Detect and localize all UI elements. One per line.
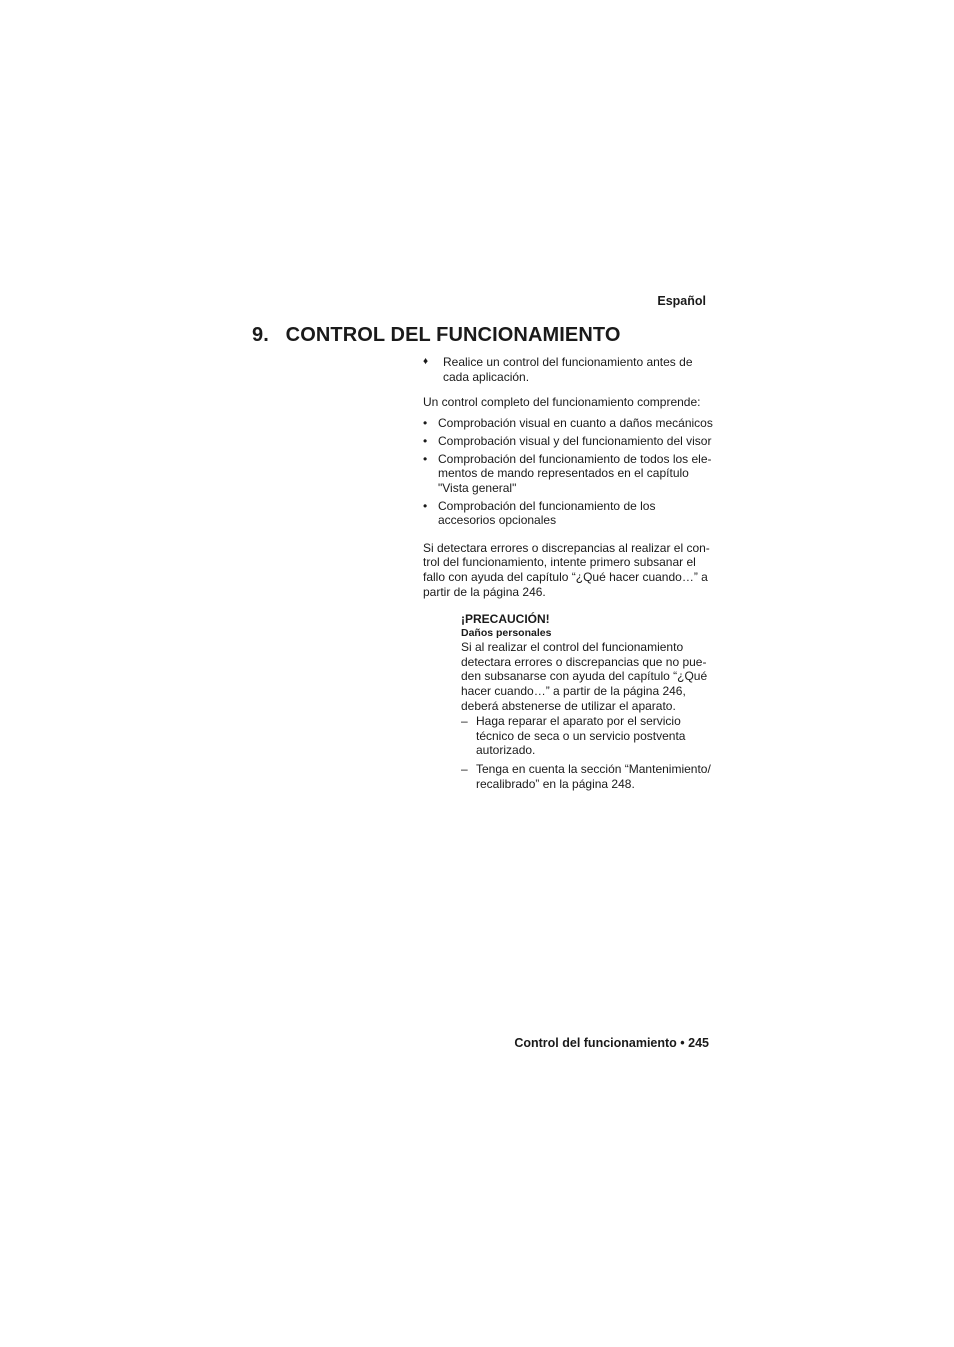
list-item (423, 499, 715, 528)
chapter-number: 9. (252, 324, 269, 346)
intro-paragraph: Un control completo del funcionamiento comprende: (423, 395, 701, 410)
chapter-title-text: CONTROL DEL FUNCIONAMIENTO (285, 324, 621, 346)
caution-list-item (461, 714, 715, 758)
list-item-text: Comprobación visual y del funcionamiento del visor (438, 433, 712, 448)
list-item-text: Comprobación del funcionamiento de todos los ele- mentos de mando representados en el capítulo "Vista general" (438, 451, 712, 495)
dash-icon: – (461, 714, 468, 729)
caution-list (461, 714, 715, 791)
diamond-bullet-icon: ♦ (423, 356, 429, 367)
caution-title: ¡PRECAUCIÓN! (461, 612, 550, 627)
check-list (423, 416, 715, 528)
list-item-text: Comprobación del funcionamiento de los accesorios opcionales (438, 498, 656, 528)
bullet-icon: • (423, 433, 428, 448)
caution-list-item (461, 762, 715, 791)
body-paragraph: Si detectara errores o discrepancias al realizar el con- trol del funcionamiento, intente primero subsanar el fallo con ayuda del capítulo “¿Qué hacer cuando…” a partir de la página 246. (423, 540, 710, 599)
content-column (423, 355, 715, 795)
instruction-text: Realice un control del funcionamiento antes de cada aplicación. (443, 355, 693, 384)
caution-subtitle: Daños personales (461, 627, 552, 640)
page-footer: Control del funcionamiento • 245 (514, 1036, 709, 1050)
dash-icon: – (461, 761, 468, 776)
caution-item-text: Haga reparar el aparato por el servicio técnico de seca o un servicio postventa autorizado. (476, 714, 686, 758)
caution-box (461, 612, 715, 791)
instruction-item (423, 355, 715, 384)
list-item (423, 434, 715, 449)
chapter-title (252, 322, 621, 348)
caution-text: Si al realizar el control del funcionamiento detectara errores o discrepancias que no pue- den subsanarse con ayuda del capítulo “¿Qué hacer cuando…” a partir de la página 246, deberá abstenerse de utilizar el aparato. (461, 640, 708, 713)
language-label: Español (657, 294, 706, 308)
list-item-text: Comprobación visual en cuanto a daños mecánicos (438, 415, 713, 430)
list-item (423, 452, 715, 496)
bullet-icon: • (423, 415, 428, 430)
caution-item-text: Tenga en cuenta la sección “Mantenimiento/ recalibrado” en la página 248. (476, 761, 711, 791)
list-item (423, 416, 715, 431)
bullet-icon: • (423, 498, 428, 513)
bullet-icon: • (423, 451, 428, 466)
